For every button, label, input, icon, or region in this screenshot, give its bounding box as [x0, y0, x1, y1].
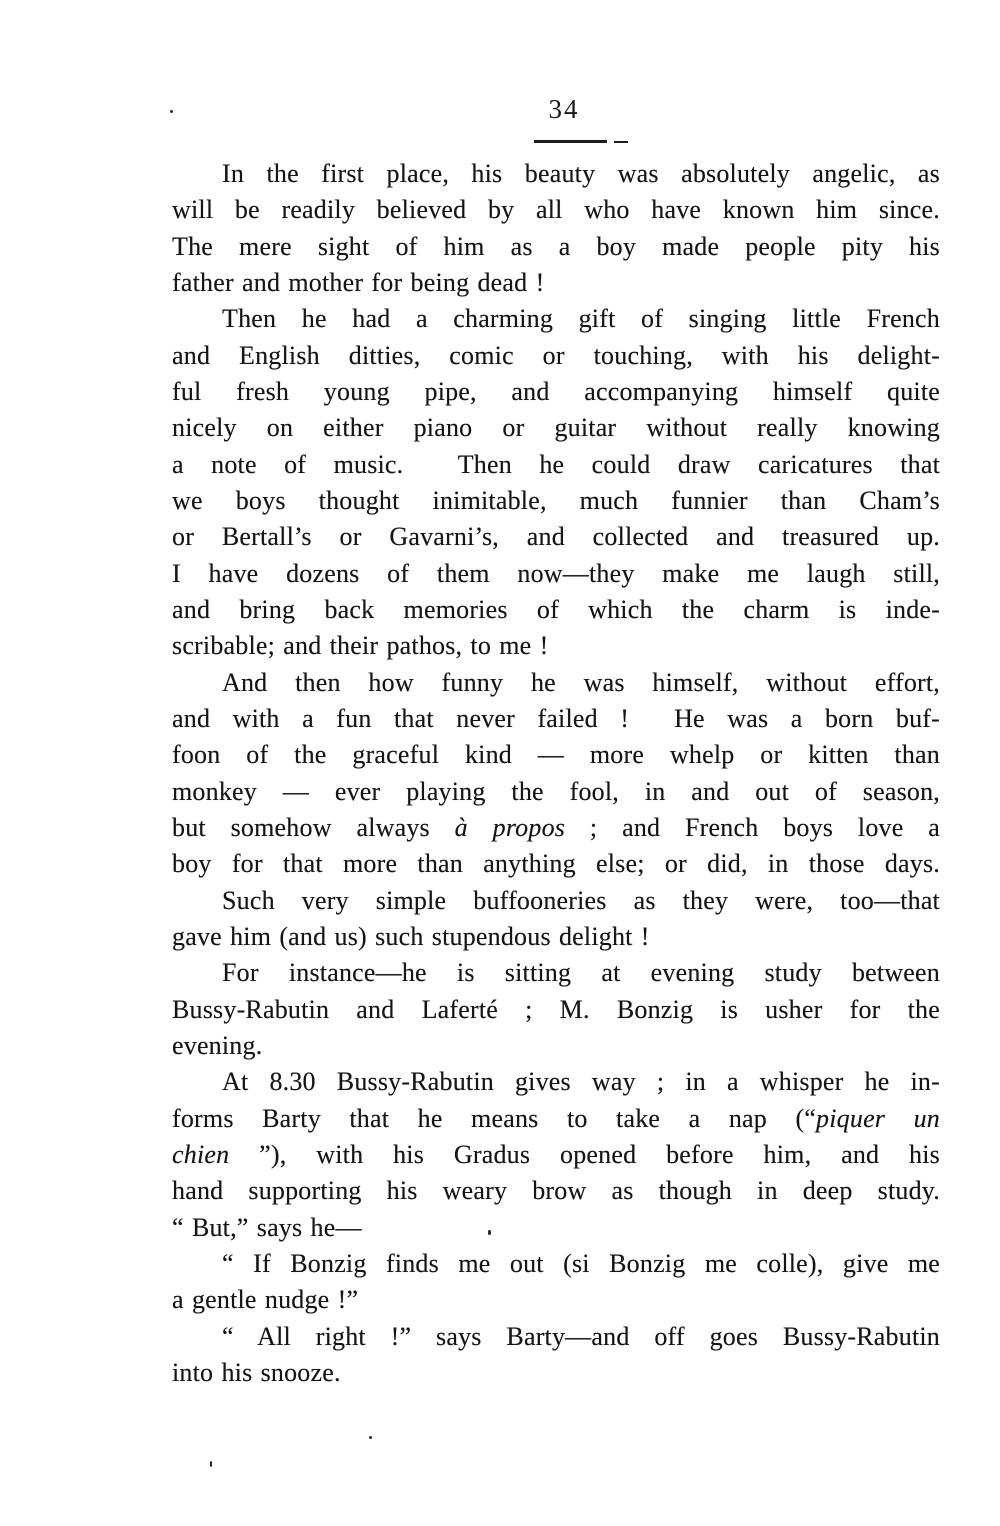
scan-speck — [170, 110, 173, 113]
text-line — [172, 665, 940, 701]
text-line — [172, 410, 940, 446]
page-number: 34 — [548, 94, 580, 124]
text-run: a gentle nudge !” — [172, 1285, 359, 1315]
text-line — [172, 1355, 940, 1391]
text-run: father and mother for being dead ! — [172, 267, 545, 297]
text-run: gave him (and us) such stupendous delight ! — [172, 921, 650, 951]
text-line — [172, 628, 940, 664]
text-line — [172, 229, 940, 265]
text-run: a note of music. Then he could draw caricatures that — [172, 449, 940, 479]
text-run: ful fresh young pipe, and accompanying himself quite — [172, 376, 940, 406]
text-run: hand supporting his weary brow as though in deep study. — [172, 1176, 940, 1206]
text-run: Such very simple buffooneries as they were, too—that — [222, 885, 940, 915]
text-line — [172, 955, 940, 991]
text-line — [172, 338, 940, 374]
text-run: And then how funny he was himself, without effort, — [222, 667, 940, 697]
text-line — [172, 519, 940, 555]
text-line — [172, 156, 940, 192]
text-run: “ All right !” says Barty—and off goes Bussy-Rabutin — [222, 1321, 940, 1351]
text-run: In the first place, his beauty was absolutely angelic, as — [222, 159, 940, 188]
text-run: will be readily believed by all who have known him since. — [172, 195, 940, 225]
text-run: we boys thought inimitable, much funnier than Cham’s — [172, 485, 940, 515]
text-line — [172, 919, 940, 955]
text-run: “ If Bonzig finds me out (si Bonzig me colle), give me — [222, 1248, 940, 1278]
italic-text-run: piquer un — [816, 1103, 941, 1133]
text-line — [172, 1319, 940, 1355]
text-line — [172, 1282, 940, 1318]
text-line — [172, 447, 940, 483]
text-line — [172, 192, 940, 228]
text-run: ”), with his Gradus opened before him, and his — [229, 1139, 940, 1169]
text-line — [172, 483, 940, 519]
text-line — [172, 737, 940, 773]
text-run: but somehow always — [172, 812, 455, 842]
text-line — [172, 1137, 940, 1173]
text-run: and bring back memories of which the charm is inde- — [172, 594, 940, 624]
header-rule-segment — [614, 141, 628, 143]
text-run: into his snooze. — [172, 1357, 341, 1387]
text-run: Then he had a charming gift of singing little French — [222, 304, 940, 334]
text-run: “ But,” says he— — [172, 1212, 362, 1242]
text-line — [172, 265, 940, 301]
text-run: or Bertall’s or Gavarni’s, and collected and treasured up. — [172, 522, 940, 552]
text-line — [172, 810, 940, 846]
text-line — [172, 1064, 940, 1100]
text-run: and with a fun that never failed ! He was a born buf- — [172, 703, 940, 733]
italic-text-run: chien — [172, 1139, 230, 1169]
text-line — [172, 701, 940, 737]
text-run: The mere sight of him as a boy made people pity his — [172, 231, 940, 261]
text-line — [172, 1173, 940, 1209]
text-line — [172, 992, 940, 1028]
text-run: scribable; and their pathos, to me ! — [172, 631, 549, 661]
text-run: forms Barty that he means to take a nap (“ — [172, 1103, 817, 1133]
text-run: nicely on either piano or guitar without really knowing — [172, 413, 940, 443]
text-run: monkey — ever playing the fool, in and out of season, — [172, 776, 940, 806]
text-run: I have dozens of them now—they make me laugh still, — [172, 558, 940, 588]
text-run: foon of the graceful kind — more whelp or kitten than — [172, 740, 940, 770]
text-run: evening. — [172, 1030, 263, 1060]
text-line — [172, 592, 940, 628]
text-line — [172, 1246, 940, 1282]
text-run: At 8.30 Bussy-Rabutin gives way ; in a whisper he in- — [222, 1067, 940, 1097]
header-rule-segment — [534, 140, 607, 143]
text-line — [172, 774, 940, 810]
text-line — [172, 374, 940, 410]
scan-speck — [369, 1436, 372, 1439]
text-run: boy for that more than anything else; or did, in those days. — [172, 849, 940, 879]
text-run: ; and French boys love a — [565, 812, 940, 842]
scan-speck — [488, 1230, 491, 1235]
text-line — [172, 556, 940, 592]
text-line — [172, 1101, 940, 1137]
text-line — [172, 846, 940, 882]
scan-speck — [210, 1461, 212, 1467]
page-body — [172, 156, 940, 1391]
text-line — [172, 883, 940, 919]
text-line — [172, 301, 940, 337]
text-run: For instance—he is sitting at evening study between — [222, 958, 940, 988]
text-line — [172, 1210, 940, 1246]
text-line — [172, 1028, 940, 1064]
italic-text-run: à propos — [454, 812, 566, 842]
text-run: and English ditties, comic or touching, with his delight- — [172, 340, 940, 370]
text-run: Bussy-Rabutin and Laferté ; M. Bonzig is usher for the — [172, 994, 940, 1024]
